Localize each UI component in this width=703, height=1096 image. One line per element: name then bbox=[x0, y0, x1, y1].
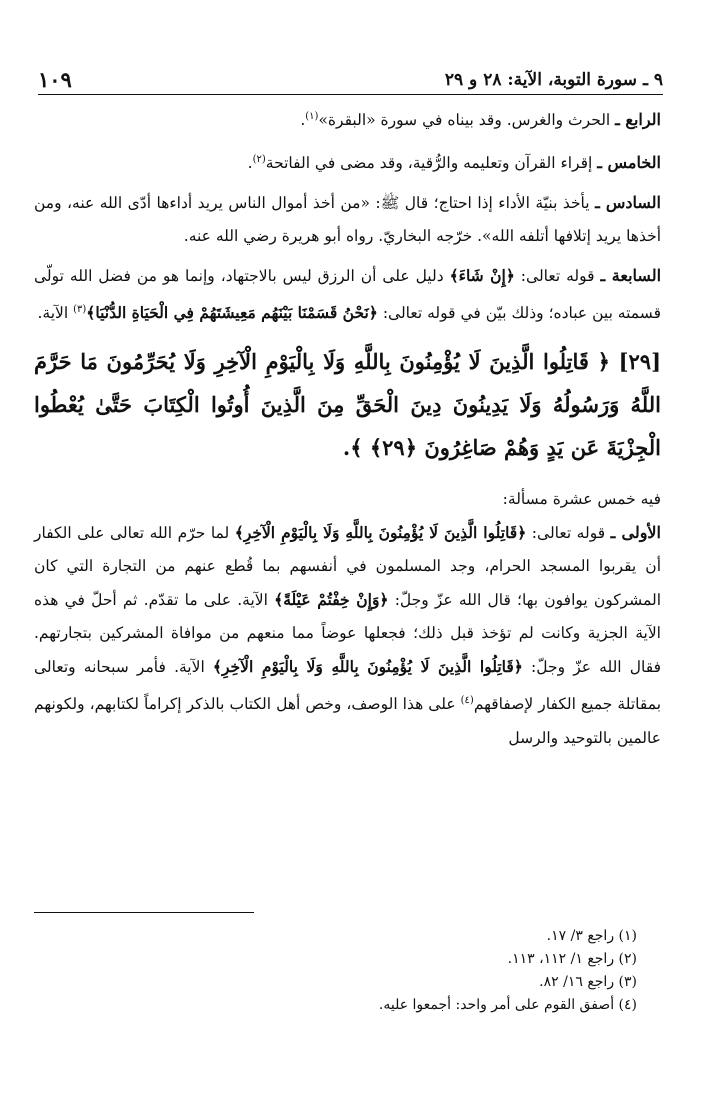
verse-block bbox=[34, 340, 661, 469]
quran-quote: ﴿إِنْ شَاءَ﴾ bbox=[449, 266, 515, 286]
footnote-ref: (٣) bbox=[73, 304, 87, 316]
paragraph-label: السابعة ـ bbox=[600, 266, 662, 286]
verse-text: ﴿ قَاتِلُوا الَّذِينَ لَا يُؤْمِنُونَ بِاللَّهِ وَلَا بِالْيَوْمِ الْآخِرِ وَلَا يُحَرِّمُونَ مَا حَرَّمَ اللَّهُ وَرَسُولُهُ وَلَا يَدِينُونَ دِينَ الْحَقِّ مِنَ الَّذِينَ أُوتُوا الْكِتَابَ حَتَّىٰ يُعْطُوا الْجِزْيَةَ عَن يَدٍ وَهُمْ صَاغِرُونَ ﴿٢٩﴾ ﴾. bbox=[34, 349, 661, 461]
sentence-end: . bbox=[300, 111, 306, 130]
footnote: (٢) راجع ١/ ١١٢، ١١٣. bbox=[507, 951, 637, 967]
paragraph-text: دليل على أن الرزق ليس بالاجتهاد، وإنما هو من فضل الله تولّى قسمته بين عباده؛ وذلك بيّن في قوله تعالى: bbox=[34, 267, 661, 323]
paragraph-text: على هذا الوصف، وخص أهل الكتاب بالذكر إكراماً لكتابهم، ولكونهم عالمين بالتوحيد والرسل bbox=[34, 695, 661, 747]
paragraph-text: يأخذ بنيّة الأداء إذا احتاج؛ قال ﷺ: «من أخذ أموال الناس يريد أداءها أدّى الله عنه، ومن أخذها يريد إتلافها أتلفه الله». خرّجه البخاريّ. رواه أبو هريرة رضي الله عنه. bbox=[34, 194, 661, 246]
paragraph-sixth bbox=[34, 186, 661, 253]
footnotes bbox=[34, 925, 661, 1017]
paragraph-text: الحرث والغرس. وقد بيناه في سورة «البقرة» bbox=[318, 111, 611, 130]
paragraph-text: الآية. فأمر سبحانه وتعالى بمقاتلة جميع الكفار لإصفاقهم bbox=[34, 658, 662, 714]
paragraph-text: الآية. على ما تقدّم. ثم أحلّ في هذه الآية الجزية وكانت لم تؤخذ قبل ذلك؛ فجعلها عوضاً مما منعهم من موافاة المشركين بتجارتهم. فقال الله عزّ وجلّ: bbox=[34, 591, 661, 677]
quran-quote: ﴿قَاتِلُوا الَّذِينَ لَا يُؤْمِنُونَ بِاللَّهِ وَلَا بِالْيَوْمِ الْآخِرِ﴾ bbox=[234, 523, 527, 543]
paragraph-text: قوله تعالى: bbox=[520, 267, 595, 286]
sentence-end: . bbox=[247, 154, 253, 173]
page-body bbox=[34, 100, 661, 761]
paragraph-label: الخامس ـ bbox=[597, 153, 661, 173]
footnote-ref: (٤) bbox=[460, 695, 474, 707]
verse-number: [٢٩] bbox=[618, 349, 661, 375]
paragraph-first-issue bbox=[34, 516, 661, 754]
footnote-divider bbox=[34, 912, 254, 913]
paragraph-fifth bbox=[34, 143, 661, 180]
paragraph-text: لما حرّم الله تعالى على الكفار أن يقربوا المسجد الحرام، وجد المسلمون في أنفسهم بما قُطع عنهم من التجارة التي كان المشركون يوافون بها؛ قال الله عزّ وجلّ: bbox=[34, 524, 662, 610]
paragraph-label: الرابع ـ bbox=[615, 110, 661, 130]
paragraph-text: إقراء القرآن وتعليمه والرُّقية، وقد مضى في الفاتحة bbox=[265, 154, 593, 173]
footnote: (٣) راجع ١٦/ ٨٢. bbox=[539, 974, 637, 990]
paragraph-label: السادس ـ bbox=[595, 193, 661, 213]
footnote-ref: (٢) bbox=[252, 154, 266, 166]
paragraph-text: الآية. bbox=[37, 304, 69, 323]
paragraph-fourth bbox=[34, 100, 661, 137]
page-number: ١٠٩ bbox=[38, 67, 72, 92]
running-header bbox=[38, 62, 663, 95]
quran-quote: ﴿قَاتِلُوا الَّذِينَ لَا يُؤْمِنُونَ بِاللَّهِ وَلَا بِالْيَوْمِ الْآخِرِ﴾ bbox=[212, 657, 523, 677]
footnote-ref: (١) bbox=[305, 111, 319, 122]
quran-quote: ﴿نَحْنُ قَسَمْنَا بَيْنَهُم مَعِيشَتَهُمْ فِي الْحَيَاةِ الدُّنْيَا﴾ bbox=[86, 303, 378, 323]
footnote: (٤) أصفق القوم على أمر واحد: أجمعوا عليه. bbox=[378, 997, 637, 1013]
quran-quote: ﴿وَإِنْ خِفْتُمْ عَيْلَةً﴾ bbox=[274, 590, 389, 610]
header-title: ٩ ـ سورة التوبة، الآية: ٢٨ و ٢٩ bbox=[444, 70, 663, 90]
footnote: (١) راجع ٣/ ١٧. bbox=[546, 928, 637, 944]
paragraph-label: الأولى ـ bbox=[610, 523, 661, 543]
paragraph-seventh bbox=[34, 259, 661, 330]
issues-intro: فيه خمس عشرة مسألة: bbox=[502, 490, 661, 509]
paragraph-text: قوله تعالى: bbox=[531, 524, 606, 543]
